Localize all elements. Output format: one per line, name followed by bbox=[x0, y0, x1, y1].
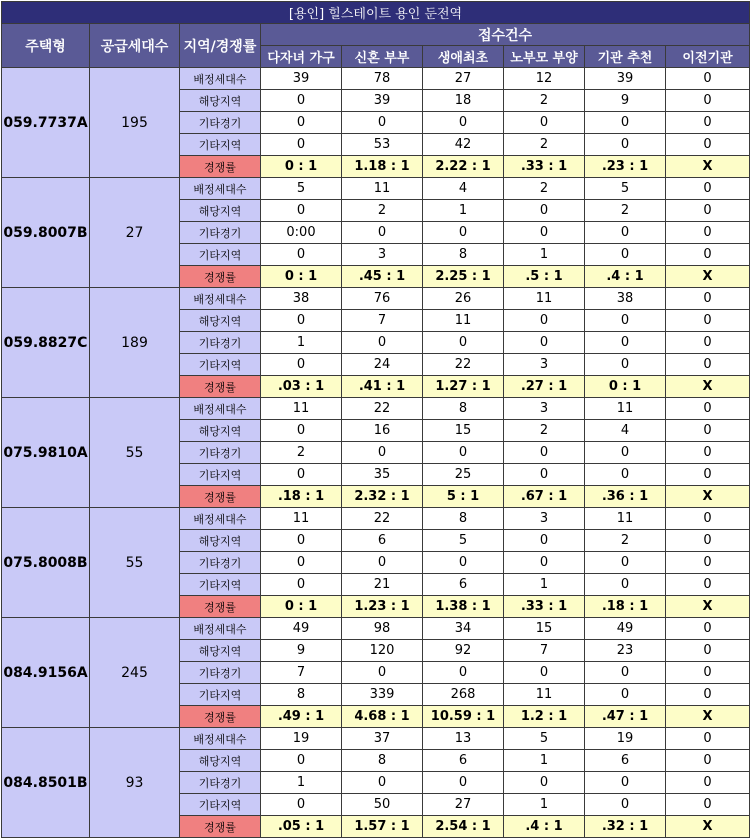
row-label-other-region: 기타지역 bbox=[180, 354, 261, 376]
value-cell: 339 bbox=[342, 684, 423, 706]
value-cell: 6 bbox=[423, 750, 504, 772]
value-cell: 0 bbox=[342, 442, 423, 464]
value-cell: 22 bbox=[342, 398, 423, 420]
value-cell: 5 bbox=[585, 178, 666, 200]
value-cell: 6 bbox=[585, 750, 666, 772]
value-cell: 23 bbox=[585, 640, 666, 662]
rate-cell: 1.23 : 1 bbox=[342, 596, 423, 618]
value-cell: 1 bbox=[423, 200, 504, 222]
rate-cell: 1.18 : 1 bbox=[342, 156, 423, 178]
value-cell: 0 bbox=[342, 332, 423, 354]
value-cell: 11 bbox=[261, 398, 342, 420]
rate-cell: .67 : 1 bbox=[504, 486, 585, 508]
table-row bbox=[2, 728, 750, 750]
value-cell: 26 bbox=[423, 288, 504, 310]
value-cell: 2 bbox=[261, 442, 342, 464]
value-cell: 0 bbox=[666, 354, 750, 376]
value-cell: 0 bbox=[504, 112, 585, 134]
rate-cell: X bbox=[666, 816, 750, 838]
row-label-local: 해당지역 bbox=[180, 90, 261, 112]
rate-cell: X bbox=[666, 706, 750, 728]
value-cell: 0 bbox=[423, 662, 504, 684]
table-title: [용인] 힐스테이트 용인 둔전역 bbox=[2, 2, 750, 24]
rate-cell: 1.38 : 1 bbox=[423, 596, 504, 618]
value-cell: 0 bbox=[585, 354, 666, 376]
value-cell: 2 bbox=[504, 178, 585, 200]
value-cell: 12 bbox=[504, 68, 585, 90]
value-cell: 6 bbox=[423, 574, 504, 596]
row-label-other-region: 기타지역 bbox=[180, 134, 261, 156]
row-label-competition-rate: 경쟁률 bbox=[180, 486, 261, 508]
value-cell: 0 bbox=[666, 442, 750, 464]
rate-cell: .27 : 1 bbox=[504, 376, 585, 398]
value-cell: 19 bbox=[261, 728, 342, 750]
value-cell: 0 bbox=[666, 640, 750, 662]
row-label-allocated: 배정세대수 bbox=[180, 288, 261, 310]
row-label-competition-rate: 경쟁률 bbox=[180, 266, 261, 288]
value-cell: 0 bbox=[504, 530, 585, 552]
table-row bbox=[2, 288, 750, 310]
value-cell: 1 bbox=[504, 244, 585, 266]
value-cell: 11 bbox=[504, 684, 585, 706]
value-cell: 0 bbox=[261, 420, 342, 442]
value-cell: 0 bbox=[666, 90, 750, 112]
value-cell: 3 bbox=[504, 398, 585, 420]
value-cell: 0 bbox=[261, 750, 342, 772]
rate-cell: .4 : 1 bbox=[504, 816, 585, 838]
row-label-other-gyeonggi: 기타경기 bbox=[180, 442, 261, 464]
rate-cell: .32 : 1 bbox=[585, 816, 666, 838]
rate-cell: .36 : 1 bbox=[585, 486, 666, 508]
value-cell: 0 bbox=[666, 508, 750, 530]
value-cell: 16 bbox=[342, 420, 423, 442]
header-col-elderly: 노부모 부양 bbox=[504, 46, 585, 68]
value-cell: 22 bbox=[423, 354, 504, 376]
value-cell: 0 bbox=[342, 222, 423, 244]
rate-cell: .49 : 1 bbox=[261, 706, 342, 728]
row-label-allocated: 배정세대수 bbox=[180, 618, 261, 640]
value-cell: 0 bbox=[342, 552, 423, 574]
row-label-other-region: 기타지역 bbox=[180, 244, 261, 266]
rate-cell: 1.27 : 1 bbox=[423, 376, 504, 398]
value-cell: 0 bbox=[666, 112, 750, 134]
value-cell: 0 bbox=[261, 552, 342, 574]
value-cell: 0 bbox=[504, 552, 585, 574]
value-cell: 1 bbox=[261, 332, 342, 354]
rate-cell: 5 : 1 bbox=[423, 486, 504, 508]
value-cell: 8 bbox=[261, 684, 342, 706]
value-cell: 0 bbox=[666, 420, 750, 442]
value-cell: 0 bbox=[666, 200, 750, 222]
rate-cell: 2.22 : 1 bbox=[423, 156, 504, 178]
housing-type: 075.9810A bbox=[2, 398, 90, 508]
value-cell: 0 bbox=[261, 90, 342, 112]
value-cell: 0 bbox=[342, 112, 423, 134]
value-cell: 0 bbox=[342, 772, 423, 794]
value-cell: 0 bbox=[585, 310, 666, 332]
rate-cell: 1.2 : 1 bbox=[504, 706, 585, 728]
table-row bbox=[2, 178, 750, 200]
rate-cell: 0 : 1 bbox=[261, 266, 342, 288]
header-col-institution: 기관 추천 bbox=[585, 46, 666, 68]
value-cell: 3 bbox=[504, 354, 585, 376]
value-cell: 0 bbox=[504, 772, 585, 794]
row-label-competition-rate: 경쟁률 bbox=[180, 156, 261, 178]
value-cell: 42 bbox=[423, 134, 504, 156]
header-col-multichild: 다자녀 가구 bbox=[261, 46, 342, 68]
value-cell: 8 bbox=[423, 508, 504, 530]
value-cell: 7 bbox=[504, 640, 585, 662]
value-cell: 92 bbox=[423, 640, 504, 662]
row-label-other-gyeonggi: 기타경기 bbox=[180, 332, 261, 354]
rate-cell: .23 : 1 bbox=[585, 156, 666, 178]
rate-cell: .5 : 1 bbox=[504, 266, 585, 288]
housing-type: 059.7737A bbox=[2, 68, 90, 178]
rate-cell: .03 : 1 bbox=[261, 376, 342, 398]
rate-cell: .45 : 1 bbox=[342, 266, 423, 288]
header-supply: 공급세대수 bbox=[90, 24, 180, 68]
value-cell: 3 bbox=[342, 244, 423, 266]
rate-cell: 2.54 : 1 bbox=[423, 816, 504, 838]
value-cell: 49 bbox=[261, 618, 342, 640]
value-cell: 38 bbox=[585, 288, 666, 310]
header-applications: 접수건수 bbox=[261, 24, 750, 46]
rate-cell: .4 : 1 bbox=[585, 266, 666, 288]
row-label-local: 해당지역 bbox=[180, 200, 261, 222]
row-label-other-region: 기타지역 bbox=[180, 574, 261, 596]
value-cell: 0 bbox=[666, 310, 750, 332]
rate-cell: .41 : 1 bbox=[342, 376, 423, 398]
value-cell: 0 bbox=[261, 464, 342, 486]
value-cell: 24 bbox=[342, 354, 423, 376]
rate-cell: 4.68 : 1 bbox=[342, 706, 423, 728]
rate-cell: X bbox=[666, 486, 750, 508]
value-cell: 5 bbox=[261, 178, 342, 200]
value-cell: 35 bbox=[342, 464, 423, 486]
header-region: 지역/경쟁률 bbox=[180, 24, 261, 68]
supply-count: 55 bbox=[90, 508, 180, 618]
row-label-other-gyeonggi: 기타경기 bbox=[180, 112, 261, 134]
subscription-table bbox=[1, 1, 750, 838]
value-cell: 0 bbox=[666, 332, 750, 354]
value-cell: 0 bbox=[666, 772, 750, 794]
value-cell: 0 bbox=[666, 464, 750, 486]
rate-cell: 1.57 : 1 bbox=[342, 816, 423, 838]
row-label-other-region: 기타지역 bbox=[180, 684, 261, 706]
value-cell: 11 bbox=[423, 310, 504, 332]
row-label-other-region: 기타지역 bbox=[180, 464, 261, 486]
value-cell: 13 bbox=[423, 728, 504, 750]
value-cell: 268 bbox=[423, 684, 504, 706]
value-cell: 0 bbox=[585, 684, 666, 706]
value-cell: 5 bbox=[504, 728, 585, 750]
housing-type: 084.8501B bbox=[2, 728, 90, 838]
rate-cell: .05 : 1 bbox=[261, 816, 342, 838]
value-cell: 0 bbox=[261, 574, 342, 596]
table-body bbox=[2, 68, 750, 838]
value-cell: 1 bbox=[261, 772, 342, 794]
value-cell: 5 bbox=[423, 530, 504, 552]
value-cell: 0 bbox=[261, 200, 342, 222]
value-cell: 0 bbox=[504, 222, 585, 244]
rate-cell: X bbox=[666, 596, 750, 618]
value-cell: 1 bbox=[504, 794, 585, 816]
value-cell: 0 bbox=[261, 244, 342, 266]
value-cell: 0 bbox=[666, 288, 750, 310]
value-cell: 11 bbox=[504, 288, 585, 310]
row-label-allocated: 배정세대수 bbox=[180, 178, 261, 200]
value-cell: 0 bbox=[585, 222, 666, 244]
supply-count: 27 bbox=[90, 178, 180, 288]
value-cell: 38 bbox=[261, 288, 342, 310]
value-cell: 0 bbox=[504, 310, 585, 332]
rate-cell: .18 : 1 bbox=[261, 486, 342, 508]
value-cell: 7 bbox=[261, 662, 342, 684]
value-cell: 4 bbox=[585, 420, 666, 442]
value-cell: 0 bbox=[342, 662, 423, 684]
value-cell: 2 bbox=[504, 420, 585, 442]
value-cell: 0 bbox=[261, 310, 342, 332]
rate-cell: 0 : 1 bbox=[261, 596, 342, 618]
value-cell: 0 bbox=[423, 552, 504, 574]
value-cell: 15 bbox=[504, 618, 585, 640]
row-label-local: 해당지역 bbox=[180, 530, 261, 552]
table-row bbox=[2, 68, 750, 90]
row-label-competition-rate: 경쟁률 bbox=[180, 706, 261, 728]
value-cell: 3 bbox=[504, 508, 585, 530]
supply-count: 189 bbox=[90, 288, 180, 398]
value-cell: 0 bbox=[585, 772, 666, 794]
value-cell: 0 bbox=[666, 684, 750, 706]
header-col-firsttime: 생애최초 bbox=[423, 46, 504, 68]
value-cell: 0 bbox=[666, 618, 750, 640]
value-cell: 8 bbox=[423, 244, 504, 266]
value-cell: 2 bbox=[342, 200, 423, 222]
rate-cell: 10.59 : 1 bbox=[423, 706, 504, 728]
value-cell: 49 bbox=[585, 618, 666, 640]
value-cell: 0 bbox=[666, 530, 750, 552]
value-cell: 27 bbox=[423, 794, 504, 816]
supply-count: 55 bbox=[90, 398, 180, 508]
value-cell: 0 bbox=[504, 662, 585, 684]
rate-cell: X bbox=[666, 376, 750, 398]
value-cell: 15 bbox=[423, 420, 504, 442]
header-col-newlywed: 신혼 부부 bbox=[342, 46, 423, 68]
value-cell: 0 bbox=[585, 134, 666, 156]
value-cell: 2 bbox=[585, 530, 666, 552]
value-cell: 11 bbox=[585, 398, 666, 420]
value-cell: 0 bbox=[423, 222, 504, 244]
value-cell: 0 bbox=[585, 112, 666, 134]
row-label-other-region: 기타지역 bbox=[180, 794, 261, 816]
value-cell: 6 bbox=[342, 530, 423, 552]
value-cell: 22 bbox=[342, 508, 423, 530]
value-cell: 4 bbox=[423, 178, 504, 200]
rate-cell: .33 : 1 bbox=[504, 156, 585, 178]
value-cell: 0 bbox=[585, 332, 666, 354]
value-cell: 39 bbox=[261, 68, 342, 90]
table-row bbox=[2, 618, 750, 640]
value-cell: 2 bbox=[504, 134, 585, 156]
value-cell: 0 bbox=[666, 68, 750, 90]
value-cell: 0 bbox=[261, 354, 342, 376]
value-cell: 37 bbox=[342, 728, 423, 750]
value-cell: 0 bbox=[666, 398, 750, 420]
value-cell: 8 bbox=[423, 398, 504, 420]
value-cell: 39 bbox=[342, 90, 423, 112]
housing-type: 059.8007B bbox=[2, 178, 90, 288]
value-cell: 11 bbox=[585, 508, 666, 530]
value-cell: 0 bbox=[666, 244, 750, 266]
value-cell: 0 bbox=[666, 728, 750, 750]
value-cell: 0 bbox=[261, 134, 342, 156]
row-label-other-gyeonggi: 기타경기 bbox=[180, 222, 261, 244]
header-type: 주택형 bbox=[2, 24, 90, 68]
value-cell: 0 bbox=[504, 332, 585, 354]
rate-cell: 0 : 1 bbox=[585, 376, 666, 398]
value-cell: 0 bbox=[423, 772, 504, 794]
row-label-local: 해당지역 bbox=[180, 640, 261, 662]
rate-cell: .33 : 1 bbox=[504, 596, 585, 618]
value-cell: 11 bbox=[261, 508, 342, 530]
value-cell: 0 bbox=[666, 178, 750, 200]
value-cell: 0 bbox=[585, 464, 666, 486]
value-cell: 0 bbox=[261, 112, 342, 134]
value-cell: 19 bbox=[585, 728, 666, 750]
value-cell: 53 bbox=[342, 134, 423, 156]
value-cell: 18 bbox=[423, 90, 504, 112]
supply-count: 195 bbox=[90, 68, 180, 178]
value-cell: 0 bbox=[504, 200, 585, 222]
rate-cell: .18 : 1 bbox=[585, 596, 666, 618]
header-col-relocated: 이전기관 bbox=[666, 46, 750, 68]
rate-cell: 2.25 : 1 bbox=[423, 266, 504, 288]
row-label-competition-rate: 경쟁률 bbox=[180, 596, 261, 618]
value-cell: 11 bbox=[342, 178, 423, 200]
value-cell: 7 bbox=[342, 310, 423, 332]
row-label-allocated: 배정세대수 bbox=[180, 508, 261, 530]
row-label-other-gyeonggi: 기타경기 bbox=[180, 772, 261, 794]
value-cell: 0 bbox=[666, 134, 750, 156]
rate-cell: X bbox=[666, 156, 750, 178]
value-cell: 0 bbox=[585, 662, 666, 684]
value-cell: 21 bbox=[342, 574, 423, 596]
value-cell: 0 bbox=[423, 442, 504, 464]
rate-cell: .47 : 1 bbox=[585, 706, 666, 728]
value-cell: 0 bbox=[666, 794, 750, 816]
value-cell: 8 bbox=[342, 750, 423, 772]
housing-type: 075.8008B bbox=[2, 508, 90, 618]
row-label-other-gyeonggi: 기타경기 bbox=[180, 662, 261, 684]
row-label-other-gyeonggi: 기타경기 bbox=[180, 552, 261, 574]
value-cell: 39 bbox=[585, 68, 666, 90]
value-cell: 0 bbox=[585, 552, 666, 574]
table-row bbox=[2, 508, 750, 530]
value-cell: 2 bbox=[504, 90, 585, 112]
row-label-competition-rate: 경쟁률 bbox=[180, 376, 261, 398]
rate-cell: 0 : 1 bbox=[261, 156, 342, 178]
value-cell: 0 bbox=[666, 574, 750, 596]
value-cell: 0 bbox=[504, 464, 585, 486]
row-label-local: 해당지역 bbox=[180, 750, 261, 772]
row-label-allocated: 배정세대수 bbox=[180, 398, 261, 420]
value-cell: 0 bbox=[504, 442, 585, 464]
value-cell: 0 bbox=[666, 750, 750, 772]
value-cell: 0 bbox=[666, 222, 750, 244]
table-row bbox=[2, 398, 750, 420]
value-cell: 0 bbox=[261, 530, 342, 552]
row-label-local: 해당지역 bbox=[180, 420, 261, 442]
row-label-allocated: 배정세대수 bbox=[180, 68, 261, 90]
value-cell: 78 bbox=[342, 68, 423, 90]
value-cell: 0:00 bbox=[261, 222, 342, 244]
row-label-allocated: 배정세대수 bbox=[180, 728, 261, 750]
value-cell: 27 bbox=[423, 68, 504, 90]
value-cell: 0 bbox=[585, 442, 666, 464]
value-cell: 0 bbox=[585, 574, 666, 596]
supply-count: 93 bbox=[90, 728, 180, 838]
housing-type: 059.8827C bbox=[2, 288, 90, 398]
value-cell: 50 bbox=[342, 794, 423, 816]
value-cell: 0 bbox=[666, 552, 750, 574]
value-cell: 0 bbox=[585, 244, 666, 266]
value-cell: 9 bbox=[261, 640, 342, 662]
rate-cell: 2.32 : 1 bbox=[342, 486, 423, 508]
housing-type: 084.9156A bbox=[2, 618, 90, 728]
value-cell: 34 bbox=[423, 618, 504, 640]
row-label-local: 해당지역 bbox=[180, 310, 261, 332]
value-cell: 0 bbox=[585, 794, 666, 816]
value-cell: 1 bbox=[504, 750, 585, 772]
rate-cell: X bbox=[666, 266, 750, 288]
value-cell: 76 bbox=[342, 288, 423, 310]
value-cell: 0 bbox=[423, 112, 504, 134]
value-cell: 2 bbox=[585, 200, 666, 222]
value-cell: 25 bbox=[423, 464, 504, 486]
supply-count: 245 bbox=[90, 618, 180, 728]
row-label-competition-rate: 경쟁률 bbox=[180, 816, 261, 838]
value-cell: 1 bbox=[504, 574, 585, 596]
value-cell: 9 bbox=[585, 90, 666, 112]
value-cell: 0 bbox=[666, 662, 750, 684]
value-cell: 0 bbox=[261, 794, 342, 816]
value-cell: 120 bbox=[342, 640, 423, 662]
value-cell: 98 bbox=[342, 618, 423, 640]
value-cell: 0 bbox=[423, 332, 504, 354]
